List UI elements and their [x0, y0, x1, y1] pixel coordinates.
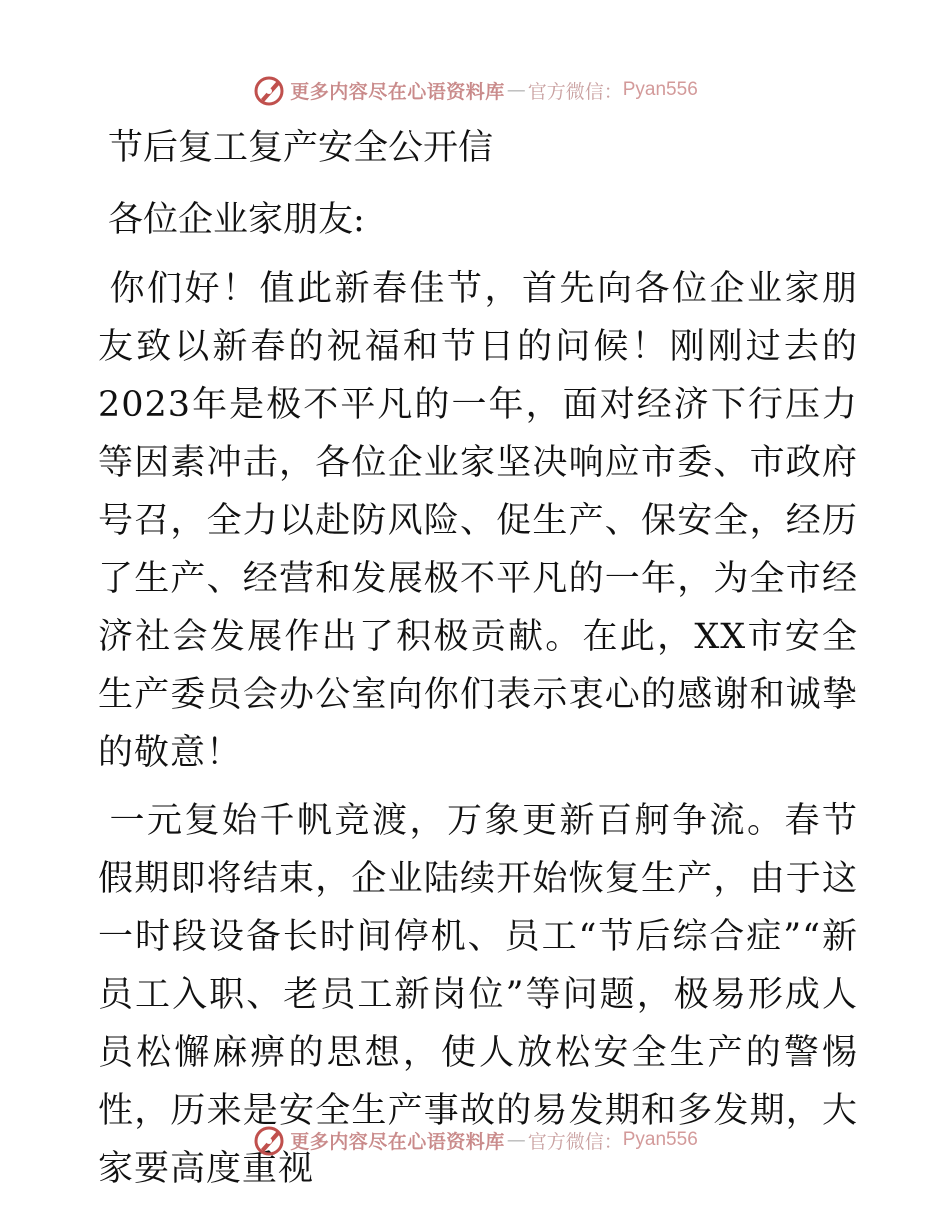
watermark-label: 官方微信： — [527, 1130, 623, 1153]
watermark-text: 更多内容尽在心语资料库 — [290, 80, 505, 103]
paragraph-2-text: 一元复始千帆竞渡，万象更新百舸争流。春节假期即将结束，企业陆续开始恢复生产，由于这一时段设备长时间停机、员工“节后综合症”“新员工入职、老员工新岗位”等问题，极易形成人员松懈麻痹的思想，使人放松安全生产的警惕性，历来是安全生产事故的易发期和多发期，大家要高度重视 — [98, 801, 858, 1189]
watermark-separator: — — [506, 79, 526, 101]
watermark-wechat-id: Pyan556 — [622, 79, 698, 100]
salutation: 各位企业家朋友: — [108, 200, 365, 240]
watermark-separator: — — [506, 1129, 526, 1151]
pen-logo-icon — [252, 73, 286, 107]
watermark-wechat-id: Pyan556 — [622, 1129, 698, 1150]
watermark-label: 官方微信： — [527, 80, 623, 103]
watermark-header — [0, 70, 950, 110]
document-body — [98, 118, 858, 1198]
watermark-text: 更多内容尽在心语资料库 — [290, 1130, 505, 1153]
watermark-footer — [0, 1120, 950, 1160]
document-title: 节后复工复产安全公开信 — [108, 128, 494, 168]
pen-logo-icon — [252, 1123, 286, 1157]
paragraph-1-text: 你们好！值此新春佳节，首先向各位企业家朋友致以新春的祝福和节日的问候！刚刚过去的2023年是极不平凡的一年，面对经济下行压力等因素冲击，各位企业家坚决响应市委、市政府号召，全力以赴防风险、促生产、保安全，经历了生产、经营和发展极不平凡的一年，为全市经济社会发展作出了积极贡献。在此，XX市安全生产委员会办公室向你们表示衷心的感谢和诚挚的敬意！ — [98, 269, 858, 773]
paragraph-1 — [98, 260, 858, 782]
